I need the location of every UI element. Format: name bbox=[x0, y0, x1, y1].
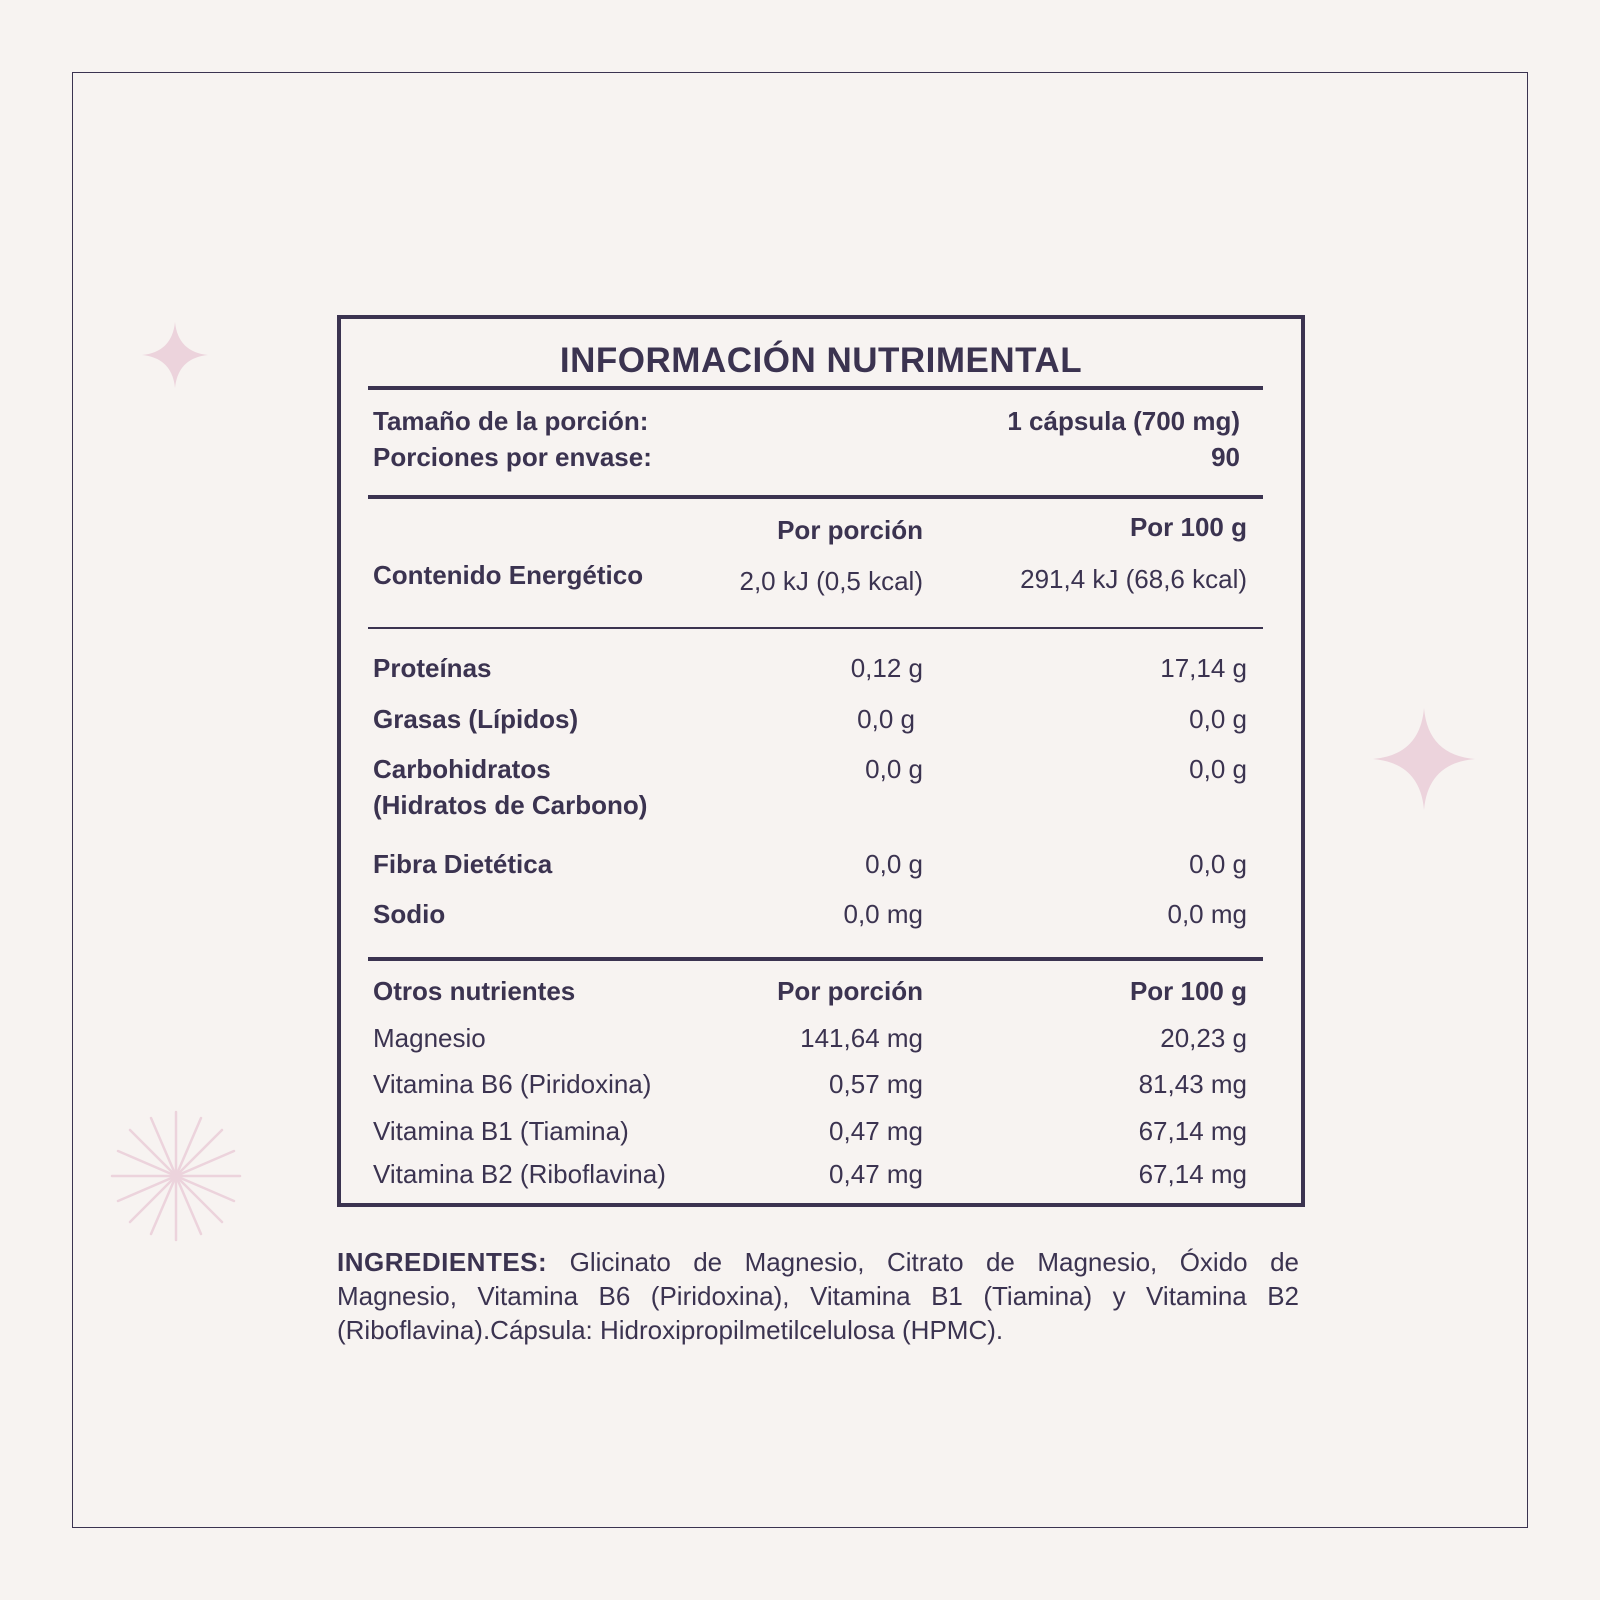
nutrient-per-serving: 0,12 g bbox=[850, 653, 923, 683]
nutrient-per-serving: 0,0 mg bbox=[843, 899, 923, 929]
serving-size-label: Tamaño de la porción: bbox=[373, 406, 649, 436]
nutrient-label: Proteínas bbox=[373, 653, 492, 683]
energy-label: Contenido Energético bbox=[373, 560, 644, 590]
other-nutrient-label: Vitamina B6 (Piridoxina) bbox=[373, 1069, 652, 1099]
other-nutrient-per-serving: 0,57 mg bbox=[829, 1069, 923, 1099]
nutrition-facts-panel bbox=[337, 315, 1305, 1207]
other-nutrient-label: Magnesio bbox=[373, 1023, 486, 1053]
panel-title: INFORMACIÓN NUTRIMENTAL bbox=[559, 341, 1083, 380]
divider bbox=[368, 495, 1263, 499]
col-per-100g-header: Por 100 g bbox=[1129, 512, 1247, 542]
sparkle-icon bbox=[142, 322, 208, 388]
other-nutrient-per-100g: 20,23 g bbox=[1160, 1023, 1247, 1053]
nutrient-per-100g: 0,0 g bbox=[1189, 754, 1247, 784]
other-nutrient-per-100g: 67,14 mg bbox=[1138, 1116, 1247, 1146]
starburst-icon bbox=[110, 1110, 242, 1242]
other-nutrient-label: Vitamina B2 (Riboflavina) bbox=[373, 1159, 666, 1189]
other-nutrient-per-serving: 0,47 mg bbox=[829, 1159, 923, 1189]
nutrient-label: Carbohidratos bbox=[373, 754, 551, 784]
other-per-serving-header: Por porción bbox=[777, 976, 923, 1006]
sparkle-icon bbox=[1373, 708, 1475, 810]
other-nutrient-per-100g: 81,43 mg bbox=[1138, 1069, 1247, 1099]
ingredients-text bbox=[337, 1245, 1299, 1347]
other-per-100g-header: Por 100 g bbox=[1129, 976, 1247, 1006]
other-nutrients-header: Otros nutrientes bbox=[373, 976, 576, 1006]
nutrient-per-serving: 0,0 g bbox=[865, 754, 923, 784]
serving-size-value: 1 cápsula (700 mg) bbox=[1007, 406, 1240, 436]
other-nutrient-per-serving: 0,47 mg bbox=[829, 1116, 923, 1146]
other-nutrient-per-100g: 67,14 mg bbox=[1138, 1159, 1247, 1189]
nutrient-per-100g: 0,0 g bbox=[1189, 849, 1247, 879]
nutrient-per-serving: 0,0 g bbox=[857, 704, 915, 734]
nutrient-label: Grasas (Lípidos) bbox=[373, 704, 579, 734]
nutrient-per-serving: 0,0 g bbox=[865, 849, 923, 879]
divider bbox=[368, 386, 1263, 390]
nutrient-label: Fibra Dietética bbox=[373, 849, 553, 879]
nutrient-per-100g: 17,14 g bbox=[1160, 653, 1247, 683]
other-nutrient-per-serving: 141,64 mg bbox=[800, 1023, 923, 1053]
servings-per-container-value: 90 bbox=[1211, 442, 1240, 472]
energy-per-100g: 291,4 kJ (68,6 kcal) bbox=[1020, 564, 1247, 594]
ingredients-list: Glicinato de Magnesio, Citrato de Magnesio, Óxido de Magnesio, Vitamina B6 (Piridoxina), Vitamina B1 (Tiamina) y Vitamina B2 (Riboflavina).Cápsula: Hidroxipropilmetilcelulosa (HPMC). bbox=[337, 1247, 1299, 1345]
servings-per-container-label: Porciones por envase: bbox=[373, 442, 652, 472]
energy-per-serving: 2,0 kJ (0,5 kcal) bbox=[739, 566, 923, 596]
divider bbox=[368, 957, 1263, 961]
nutrient-label: Sodio bbox=[373, 899, 446, 929]
nutrient-label-line2: (Hidratos de Carbono) bbox=[373, 790, 648, 820]
divider bbox=[368, 627, 1263, 629]
nutrient-per-100g: 0,0 g bbox=[1189, 704, 1247, 734]
col-per-serving-header: Por porción bbox=[777, 515, 923, 545]
ingredients-label: INGREDIENTES: bbox=[337, 1247, 548, 1277]
other-nutrient-label: Vitamina B1 (Tiamina) bbox=[373, 1116, 629, 1146]
nutrient-per-100g: 0,0 mg bbox=[1167, 899, 1247, 929]
